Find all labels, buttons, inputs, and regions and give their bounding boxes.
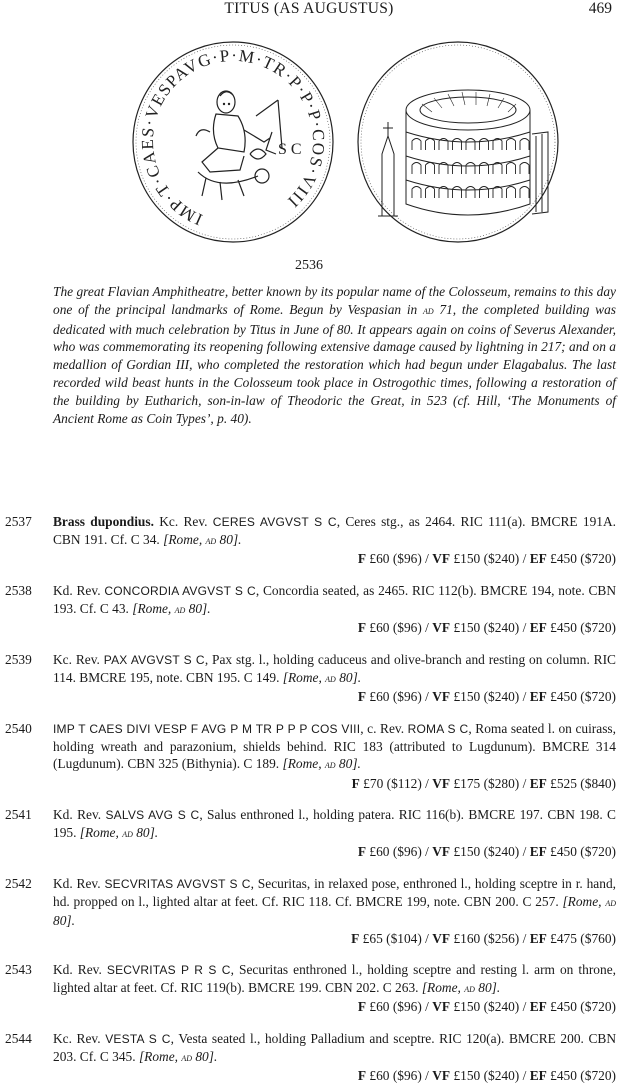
entry-text: Kd. Rev. SECVRITAS P R S C, Securitas enthroned l., holding sceptre and resting l. arm on throne, lighted altar at feet. Cf. RIC 119(b). BMCRE 199. CBN 202. C 263. [Rome, ad 80]. F £60 ($96) / VF £150 ($240) / EF £450 ($720): [53, 962, 616, 1015]
price-line: F £60 ($96) / VF £150 ($240) / EF £450 ($720): [357, 1068, 616, 1084]
entry-text: Kd. Rev. SALVS AVG S C, Salus enthroned l., holding patera. RIC 116(b). BMCRE 197. CBN 198. C 195. [Rome, ad 80]. F £60 ($96) / VF £150 ($240) / EF £450 ($720): [53, 807, 616, 860]
reverse-legend: SECVRITAS AVGVST S C: [104, 877, 251, 891]
reverse-legend: SECVRITAS P R S C: [106, 963, 231, 977]
entry-number: 2537: [5, 514, 32, 529]
reverse-legend: CERES AVGVST S C: [212, 515, 337, 529]
obverse-legend: IMP T CAES DIVI VESP F AVG P M TR P P P COS VIII: [53, 722, 361, 736]
intro-paragraph: The great Flavian Amphitheatre, better known by its popular name of the Colosseum, remains to this day one of the principal landmarks of Rome. Begun by Vespasian in ad 71, the completed building was dedicated with much celebration by Titus in June of 80. It appears again on coins of Severus Alexander, who was commemorating its reopening following extensive damage caused by lightning in 217; and on a medallion of Gordian III, who completed the restoration which had begun under Elagabalus. The last recorded wild beast hunts in the Colosseum took place in Ostrogothic times, following a restoration of the building by Eutharich, son-in-law of Theodoric the Great, in 523 (cf. Hill, ‘The Monuments of Ancient Rome as Coin Types’, p. 40).: [53, 284, 616, 426]
entry-number: 2544: [5, 1031, 32, 1046]
obverse-exergue: S C: [278, 141, 302, 158]
obverse-coin-drawing: [128, 36, 338, 248]
entry-text: Kc. Rev. PAX AVGVST S C, Pax stg. l., holding caduceus and olive-branch and resting on column. RIC 114. BMCRE 195, note. CBN 195. C 149. [Rome, ad 80]. F £60 ($96) / VF £150 ($240) / EF £450 ($720): [53, 652, 616, 705]
page-number: 469: [588, 0, 612, 17]
running-header: [0, 0, 618, 22]
price-line: F £65 ($104) / VF £160 ($256) / EF £475 ($760): [351, 930, 616, 946]
entry-text: Brass dupondius. Kc. Rev. CERES AVGVST S C, Ceres stg., as 2464. RIC 111(a). BMCRE 191A. CBN 191. Cf. C 34. [Rome, ad 80]. F £60 ($96) / VF £150 ($240) / EF £450 ($720): [53, 514, 616, 567]
entry-number: 2543: [5, 962, 32, 977]
price-line: F £60 ($96) / VF £150 ($240) / EF £450 ($720): [357, 999, 616, 1015]
page-title: TITUS (AS AUGUSTUS): [224, 0, 394, 17]
entry-text: IMP T CAES DIVI VESP F AVG P M TR P P P COS VIII, c. Rev. ROMA S C, Roma seated l. on cuirass, holding wreath and parazonium, shields behind. RIC 183 (attributed to Lugdunum). BMCRE 314 (Lugdunum). CBN 325 (Bithynia). C 189. [Rome, ad 80]. F £70 ($112) / VF £175 ($280) / EF £525 ($840): [53, 721, 616, 791]
entry-number: 2539: [5, 652, 32, 667]
entry-number: 2540: [5, 721, 32, 736]
entry-number: 2541: [5, 807, 32, 822]
entry-number: 2538: [5, 583, 32, 598]
reverse-coin-drawing: [352, 36, 564, 248]
reverse-legend: ROMA S C: [407, 722, 469, 736]
entry-text: Kd. Rev. SECVRITAS AVGVST S C, Securitas, in relaxed pose, enthroned l., holding sceptre in r. hand, hd. propped on l., lighted altar at feet. Cf. RIC 118. Cf. BMCRE 199, note. CBN 200. C 257. [Rome, ad 80]. F £65 ($104) / VF £160 ($256) / EF £475 ($760): [53, 876, 616, 946]
obverse-legend: IMP·T·CAES·VESPAVG·P·M·TR·P·P·P·COS·VIII: [137, 45, 329, 230]
price-line: F £60 ($96) / VF £150 ($240) / EF £450 ($720): [357, 620, 616, 636]
entry-text: Kc. Rev. VESTA S C, Vesta seated l., holding Palladium and sceptre. RIC 120(a). BMCRE 200. CBN 203. Cf. C 345. [Rome, ad 80]. F £60 ($96) / VF £150 ($240) / EF £450 ($720): [53, 1031, 616, 1084]
reverse-legend: CONCORDIA AVGVST S C: [104, 584, 256, 598]
figure-number: 2536: [295, 258, 323, 273]
entry-number: 2542: [5, 876, 32, 891]
price-line: F £70 ($112) / VF £175 ($280) / EF £525 ($840): [351, 775, 616, 791]
reverse-legend: SALVS AVG S C: [105, 808, 200, 822]
coin-illustration: [0, 36, 618, 251]
reverse-legend: VESTA S C: [105, 1032, 171, 1046]
price-line: F £60 ($96) / VF £150 ($240) / EF £450 ($720): [357, 551, 616, 567]
entry-text: Kd. Rev. CONCORDIA AVGVST S C, Concordia seated, as 2465. RIC 112(b). BMCRE 194, note. CBN 193. Cf. C 43. [Rome, ad 80]. F £60 ($96) / VF £150 ($240) / EF £450 ($720): [53, 583, 616, 636]
price-line: F £60 ($96) / VF £150 ($240) / EF £450 ($720): [357, 844, 616, 860]
price-line: F £60 ($96) / VF £150 ($240) / EF £450 ($720): [357, 689, 616, 705]
reverse-legend: PAX AVGVST S C: [103, 653, 205, 667]
